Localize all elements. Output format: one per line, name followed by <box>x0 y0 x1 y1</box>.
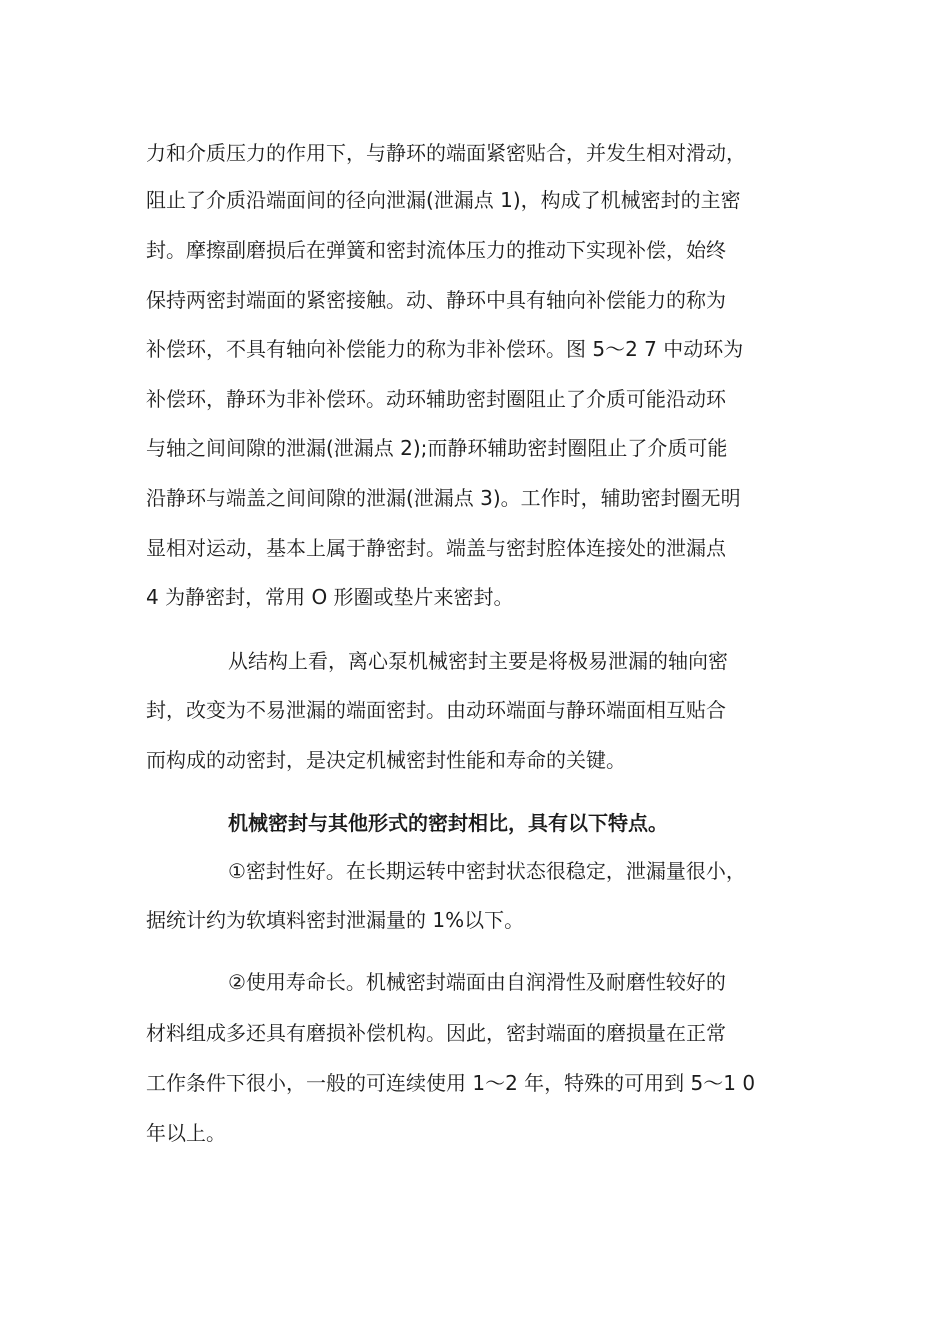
paragraph-1-line: 保持两密封端面的紧密接触。动、静环中具有轴向补偿能力的称为 <box>146 288 726 312</box>
paragraph-1-line: 补偿环，静环为非补偿环。动环辅助密封圈阻止了介质可能沿动环 <box>146 387 726 411</box>
paragraph-1-line: 与轴之间间隙的泄漏(泄漏点 2);而静环辅助密封圈阻止了介质可能 <box>146 436 728 460</box>
paragraph-1-line: 力和介质压力的作用下，与静环的端面紧密贴合，并发生相对滑动， <box>146 141 746 165</box>
feature-item-1-line: 据统计约为软填料密封泄漏量的 1%以下。 <box>146 908 525 932</box>
paragraph-2-line: 而构成的动密封，是决定机械密封性能和寿命的关键。 <box>146 748 626 772</box>
paragraph-1-line: 补偿环，不具有轴向补偿能力的称为非补偿环。图 5～2 7 中动环为 <box>146 337 744 361</box>
feature-item-2-line: 工作条件下很小，一般的可连续使用 1～2 年，特殊的可用到 5～1 0 <box>146 1071 756 1095</box>
feature-item-2-line: 材料组成多还具有磨损补偿机构。因此，密封端面的磨损量在正常 <box>146 1021 726 1045</box>
feature-item-2-line: ②使用寿命长。机械密封端面由自润滑性及耐磨性较好的 <box>228 970 726 994</box>
paragraph-2-line: 从结构上看，离心泵机械密封主要是将极易泄漏的轴向密 <box>228 649 728 673</box>
paragraph-1-line: 沿静环与端盖之间间隙的泄漏(泄漏点 3)。工作时，辅助密封圈无明 <box>146 486 741 510</box>
paragraph-1-line: 4 为静密封，常用 O 形圈或垫片来密封。 <box>146 585 514 609</box>
features-heading: 机械密封与其他形式的密封相比，具有以下特点。 <box>228 811 668 835</box>
feature-item-1-line: ①密封性好。在长期运转中密封状态很稳定，泄漏量很小， <box>228 859 746 883</box>
paragraph-1-line: 阻止了介质沿端面间的径向泄漏(泄漏点 1)，构成了机械密封的主密 <box>146 188 741 212</box>
paragraph-2-line: 封，改变为不易泄漏的端面密封。由动环端面与静环端面相互贴合 <box>146 698 726 722</box>
feature-item-2-line: 年以上。 <box>146 1121 226 1145</box>
paragraph-1-line: 显相对运动，基本上属于静密封。端盖与密封腔体连接处的泄漏点 <box>146 536 726 560</box>
paragraph-1-line: 封。摩擦副磨损后在弹簧和密封流体压力的推动下实现补偿，始终 <box>146 238 726 262</box>
